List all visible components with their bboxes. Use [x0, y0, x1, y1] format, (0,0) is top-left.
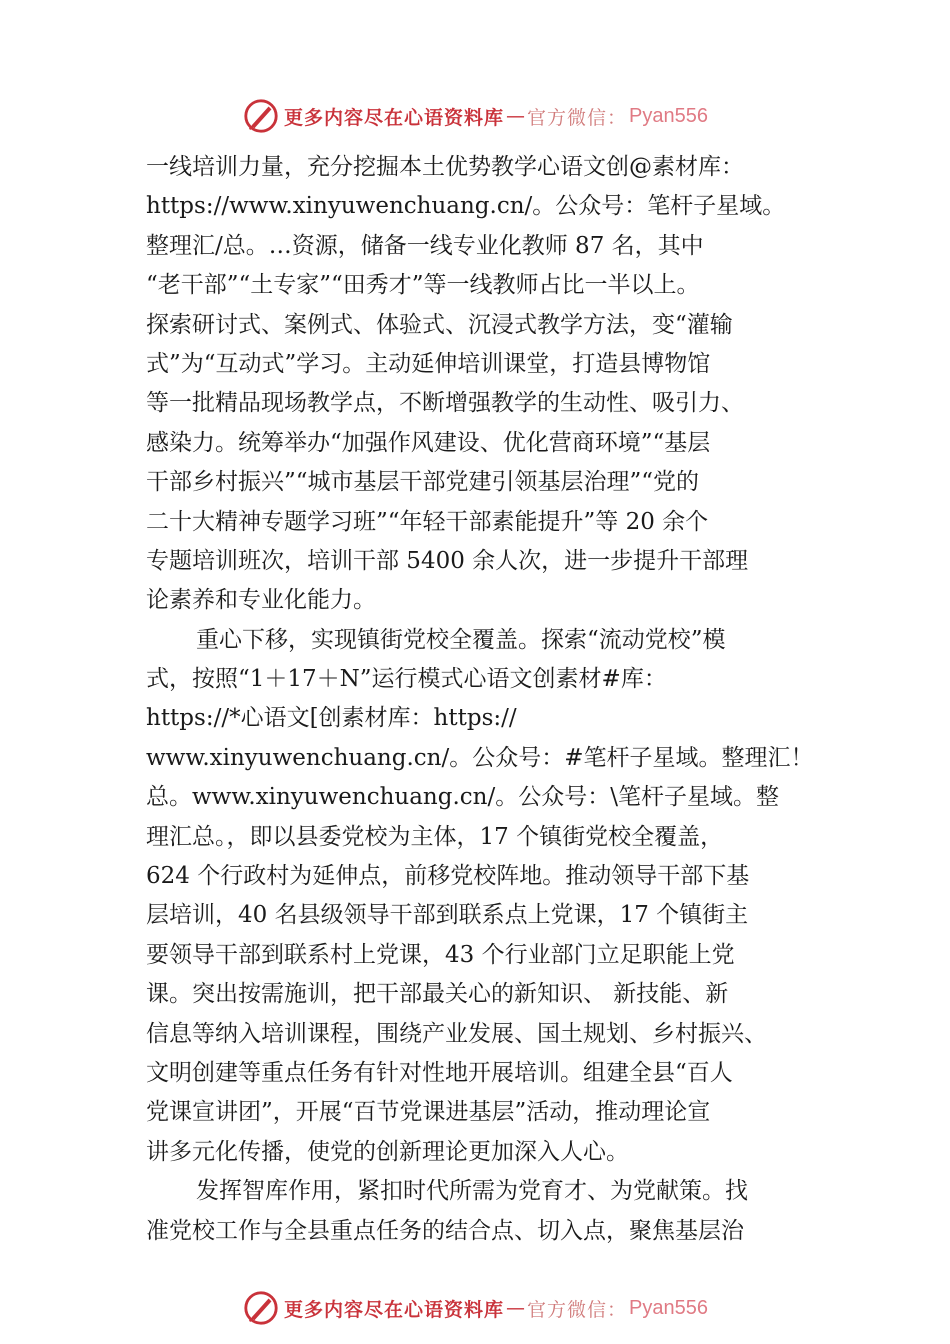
text-line: www.xinyuwenchuang.cn/。公众号：#笔杆子星域。整理汇！ — [146, 744, 814, 771]
banner-separator: — — [506, 1297, 526, 1319]
text-line: 624 个行政村为延伸点，前移党校阵地。推动领导干部下基 — [146, 863, 750, 890]
banner-separator: — — [506, 105, 526, 127]
banner-wechat-id: Pyan556 — [629, 104, 708, 127]
text-line: 信息等纳入培训课程，围绕产业发展、国土规划、乡村振兴、 — [146, 1020, 767, 1047]
text-line: 发挥智库作用，紧扣时代所需为党育才、为党献策。找 — [196, 1178, 748, 1205]
text-line: 论素养和专业化能力。 — [146, 587, 376, 614]
text-line: 二十大精神专题学习班”“年轻干部素能提升”等 20 余个 — [146, 508, 709, 535]
text-line: 感染力。统筹举办“加强作风建设、优化营商环境”“基层 — [146, 429, 711, 456]
pen-seal-logo-icon — [242, 1289, 280, 1327]
text-line: 课。突出按需施训，把干部最关心的新知识、 新技能、新 — [146, 981, 729, 1008]
text-line: 一线培训力量，充分挖掘本土优势教学心语文创@素材库： — [146, 154, 744, 180]
text-line: “老干部”“土专家”“田秀才”等一线教师占比一半以上。 — [146, 272, 700, 299]
text-line: 整理汇/总。…资源，储备一线专业化教师 87 名，其中 — [146, 232, 704, 259]
text-line: 探索研讨式、案例式、体验式、沉浸式教学方法，变“灌输 — [146, 311, 733, 338]
text-line: 准党校工作与全县重点任务的结合点、切入点，聚焦基层治 — [146, 1217, 744, 1244]
pen-seal-logo-icon — [242, 97, 280, 135]
text-line: 式”为“互动式”学习。主动延伸培训课堂，打造县博物馆 — [146, 350, 711, 377]
text-line: 党课宣讲团”，开展“百节党课进基层”活动，推动理论宣 — [146, 1099, 711, 1126]
text-line: 重心下移，实现镇街党校全覆盖。探索“流动党校”模 — [196, 626, 726, 653]
text-line: 要领导干部到联系村上党课，43 个行业部门立足职能上党 — [146, 941, 735, 968]
banner-title: 更多内容尽在心语资料库 — [284, 106, 505, 129]
text-line: 式，按照“1＋17＋N”运行模式心语文创素材#库： — [146, 666, 667, 693]
text-line: 总。www.xinyuwenchuang.cn/。公众号：\笔杆子星域。整 — [146, 784, 779, 811]
banner-title: 更多内容尽在心语资料库 — [284, 1298, 505, 1321]
text-line: 文明创建等重点任务有针对性地开展培训。组建全县“百人 — [146, 1059, 733, 1086]
text-line: 干部乡村振兴”“城市基层干部党建引领基层治理”“党的 — [146, 469, 700, 496]
banner-wechat-label: 官方微信： — [527, 106, 628, 129]
text-line: 专题培训班次，培训干部 5400 余人次，进一步提升干部理 — [146, 547, 749, 574]
footer-banner — [0, 1288, 950, 1328]
text-line: 等一批精品现场教学点，不断增强教学的生动性、吸引力、 — [146, 390, 744, 417]
text-line: 讲多元化传播，使党的创新理论更加深入人心。 — [146, 1138, 629, 1165]
document-body — [146, 148, 836, 1251]
text-line: https://*心语文[创素材库：https:// — [146, 705, 517, 732]
header-banner — [0, 96, 950, 136]
text-line: https://www.xinyuwenchuang.cn/。公众号：笔杆子星域。 — [146, 193, 786, 220]
banner-wechat-id: Pyan556 — [629, 1296, 708, 1319]
banner-wechat-label: 官方微信： — [527, 1298, 628, 1321]
text-line: 理汇总。，即以县委党校为主体，17 个镇街党校全覆盖， — [146, 823, 724, 850]
text-line: 层培训，40 名县级领导干部到联系点上党课，17 个镇街主 — [146, 902, 749, 929]
